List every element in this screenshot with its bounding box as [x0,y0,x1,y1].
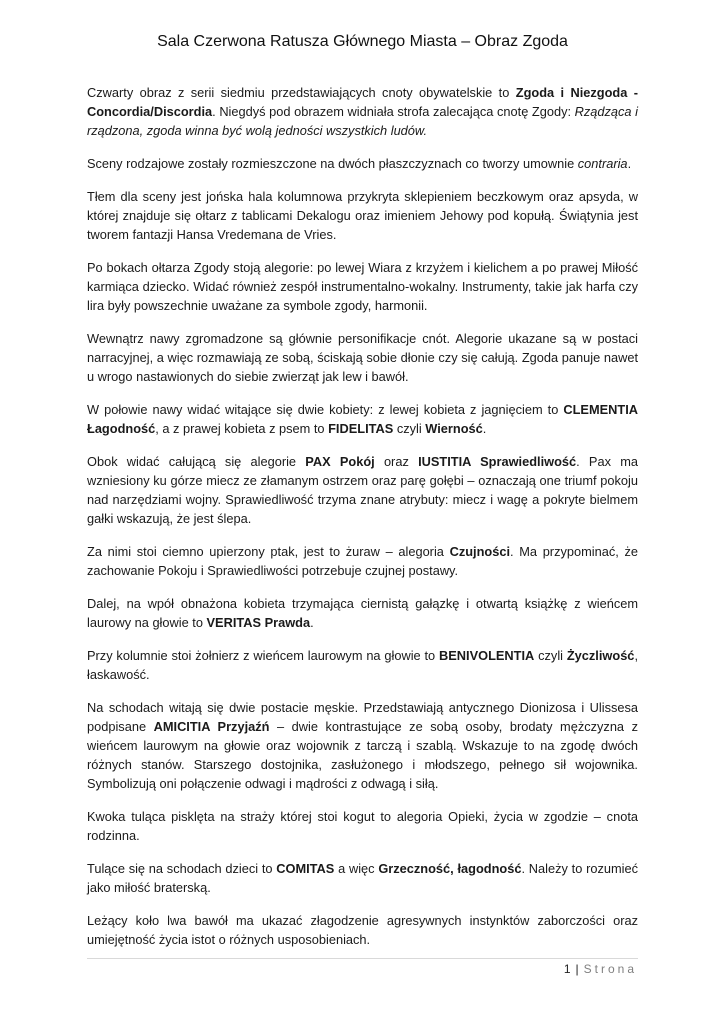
text-run: W połowie nawy widać witające się dwie kobiety: z lewej kobieta z jagnięciem to [87,402,564,417]
text-run: . Pax ma wzniesiony ku górze miecz ze złamanym ostrzem oraz parę gołębi – oznaczają one triumf pokoju nad narzędziami wojny. Sprawiedliwość trzyma znane atrybuty: miecz i wagę a pokryte bielmem gałki wskazują, że jest ślepa. [87,454,638,526]
bold-text: CLEMENTIA Łagodność [87,402,638,436]
paragraph [87,859,638,897]
page-footer [564,962,637,976]
bold-text: Czujności [449,544,511,559]
paragraph [87,400,638,438]
text-run: . Ma przypominać, że zachowanie Pokoju i Sprawiedliwości potrzebuje czujnej postawy. [87,544,638,578]
paragraph [87,698,638,793]
paragraph [87,542,638,580]
paragraph [87,187,638,244]
italic-text: contraria [577,156,628,171]
text-run: – dwie kontrastujące ze sobą osoby, brodaty mężczyzna z wieńcem laurowym na głowie oraz wojownik z tarczą i szablą. Wskazuje to na zgodę dwóch różnych stanów. Starszego dostojnika, zasłużonego i młodszego, pełnego sił wojownika. Symbolizują oni połączenie odwagi i mądrości z odwagą i siłą. [87,719,638,791]
bold-text: PAX Pokój [305,454,375,469]
text-run: . Niegdyś pod obrazem widniała strofa zalecająca cnotę Zgody: [212,104,575,119]
text-run: Po bokach ołtarza Zgody stoją alegorie: po lewej Wiara z krzyżem i kielichem a po prawej Miłość karmiąca dziecko. Widać również zespół instrumentalno-wokalny. Instrumenty, takie jak harfa czy lira były powszechnie uważane za symbole zgody, harmonii. [87,260,638,313]
paragraph [87,258,638,315]
bold-text: Grzeczność, łagodność [378,861,522,876]
text-run: Na schodach witają się dwie postacie męskie. Przedstawiają antycznego Dionizosa i Ulissesa podpisane [87,700,638,734]
text-run: Obok widać całującą się alegorie [87,454,306,469]
text-run: Tłem dla sceny jest jońska hala kolumnowa przykryta sklepieniem beczkowym oraz apsyda, w której znajduje się ołtarz z tablicami Dekalogu oraz imieniem Jehowy pod kopułą. Świątynia jest tworem fantazji Hansa Vredemana de Vries. [87,189,638,242]
text-run: . [627,156,632,171]
text-run: Sceny rodzajowe zostały rozmieszczone na dwóch płaszczyznach co tworzy umownie [87,156,578,171]
bold-text: VERITAS Prawda [206,615,311,630]
bold-text: Wierność [425,421,483,436]
text-run: Czwarty obraz z serii siedmiu przedstawiających cnoty obywatelskie to [87,85,516,100]
text-run: a więc [334,861,379,876]
paragraph [87,911,638,949]
paragraph [87,83,638,140]
text-run: , łaskawość. [87,648,638,682]
paragraph [87,452,638,528]
page-header-title: Sala Czerwona Ratusza Głównego Miasta – Obraz Zgoda [157,33,568,50]
text-run: . [482,421,487,436]
text-run: Dalej, na wpół obnażona kobieta trzymająca ciernistą gałązkę i otwartą książkę z wieńcem laurowy na głowie to [87,596,638,630]
italic-text: Rządząca i rządzona, zgoda winna być wolą jedności wszystkich ludów. [87,104,638,138]
bold-text: COMITAS [276,861,335,876]
bold-text: BENIVOLENTIA [439,648,535,663]
text-run: Leżący koło lwa bawół ma ukazać złagodzenie agresywnych instynktów zaborczości oraz umiejętność życia istot o różnych usposobieniach. [87,913,638,947]
text-run: , a z prawej kobieta z psem to [155,421,329,436]
text-run: Tulące się na schodach dzieci to [87,861,277,876]
paragraph [87,594,638,632]
text-run: oraz [374,454,419,469]
paragraph [87,807,638,845]
bold-text: IUSTITIA Sprawiedliwość [418,454,577,469]
text-run: . [310,615,314,630]
text-run: Wewnątrz nawy zgromadzone są głównie personifikacje cnót. Alegorie ukazane są w postaci narracyjnej, a więc rozmawiają ze sobą, ściskają sobie dłonie czy się całują. Zgoda panuje nawet u wrogo nastawionych do siebie zwierząt jak lew i bawół. [87,331,638,384]
footer-separator: | [575,962,579,976]
text-run: czyli [393,421,426,436]
bold-text: FIDELITAS [328,421,394,436]
text-run: . Należy to rozumieć jako miłość braterską. [87,861,639,895]
bold-text: AMICITIA Przyjaźń [153,719,270,734]
footer-page-label: Strona [583,962,637,976]
text-run: czyli [534,648,567,663]
page-number: 1 [563,962,571,976]
paragraph [87,646,638,684]
document-body [87,83,638,963]
bold-text: Zgoda i Niezgoda - Concordia/Discordia [87,85,638,119]
text-run: Przy kolumnie stoi żołnierz z wieńcem laurowym na głowie to [87,648,440,663]
paragraph [87,329,638,386]
text-run: Kwoka tuląca pisklęta na straży której stoi kogut to alegoria Opieki, życia w zgodzie – cnota rodzinna. [87,809,638,843]
paragraph [87,154,638,173]
bold-text: Życzliwość [566,648,635,663]
footer-divider [87,958,638,959]
text-run: Za nimi stoi ciemno upierzony ptak, jest to żuraw – alegoria [87,544,450,559]
